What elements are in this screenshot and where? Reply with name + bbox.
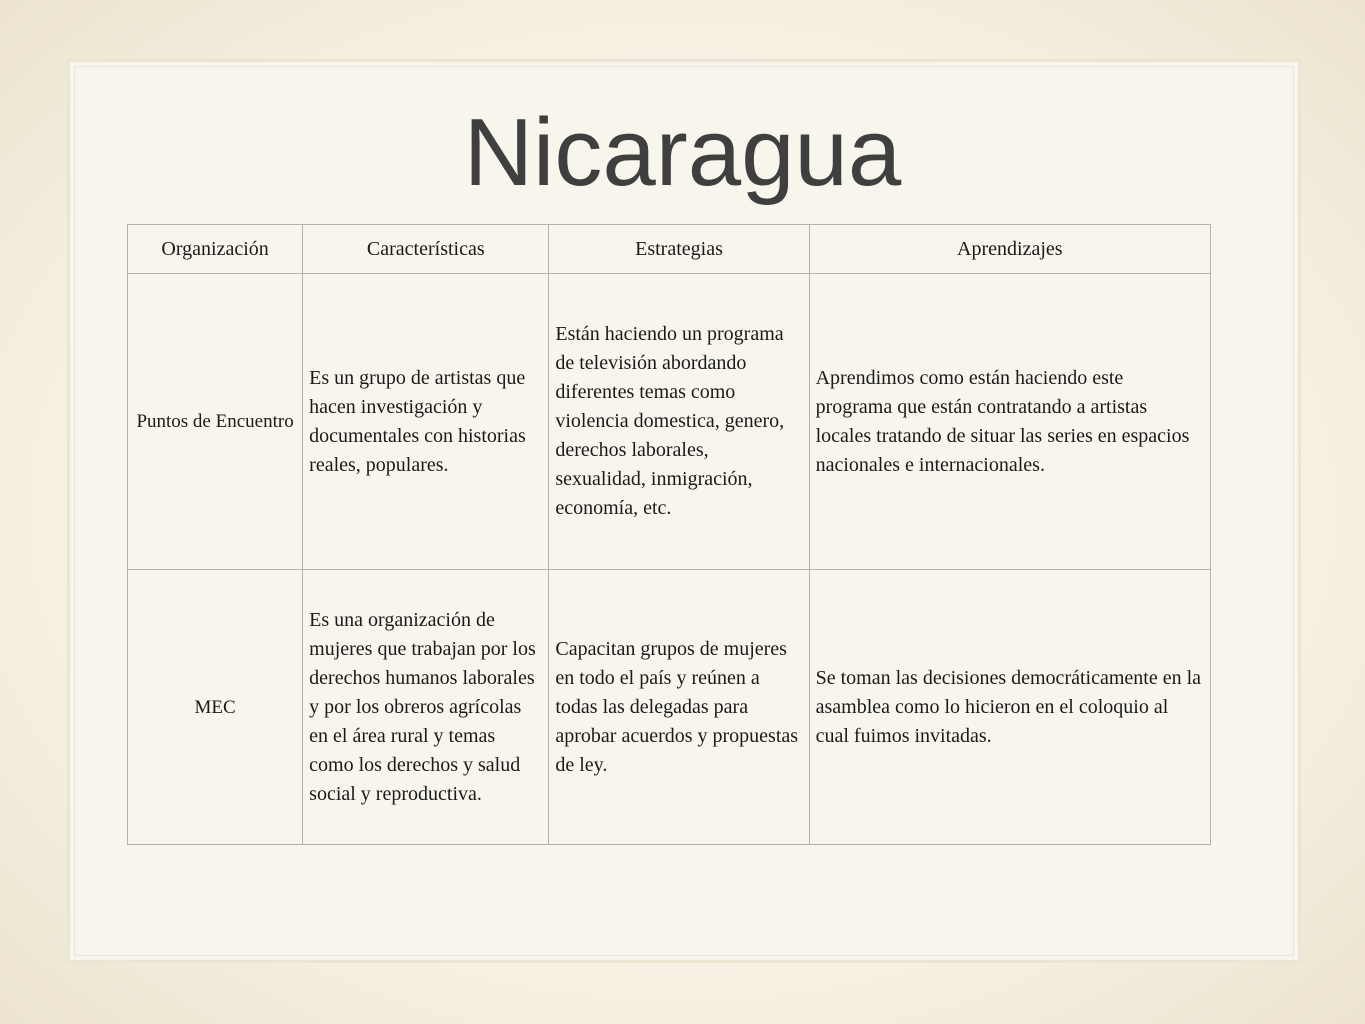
header-estrategias: Estrategias bbox=[549, 225, 809, 274]
table-row bbox=[128, 570, 1211, 845]
cell-organization: Puntos de Encuentro bbox=[128, 274, 303, 570]
organizations-table bbox=[127, 224, 1211, 845]
table-header-row bbox=[128, 225, 1211, 274]
cell-organization: MEC bbox=[128, 570, 303, 845]
cell-characteristics: Es un grupo de artistas que hacen investigación y documentales con historias reales, populares. bbox=[303, 274, 549, 570]
cell-strategies: Están haciendo un programa de televisión abordando diferentes temas como violencia domestica, genero, derechos laborales, sexualidad, inmigración, economía, etc. bbox=[549, 274, 809, 570]
cell-characteristics: Es una organización de mujeres que trabajan por los derechos humanos laborales y por los obreros agrícolas en el área rural y temas como los derechos y salud social y reproductiva. bbox=[303, 570, 549, 845]
cell-learnings: Aprendimos como están haciendo este programa que están contratando a artistas locales tratando de situar las series en espacios nacionales e internacionales. bbox=[809, 274, 1210, 570]
cell-learnings: Se toman las decisiones democráticamente en la asamblea como lo hicieron en el coloquio al cual fuimos invitadas. bbox=[809, 570, 1210, 845]
header-caracteristicas: Características bbox=[303, 225, 549, 274]
cell-strategies: Capacitan grupos de mujeres en todo el país y reúnen a todas las delegadas para aprobar acuerdos y propuestas de ley. bbox=[549, 570, 809, 845]
table-row bbox=[128, 274, 1211, 570]
slide-title: Nicaragua bbox=[463, 99, 902, 206]
header-organizacion: Organización bbox=[128, 225, 303, 274]
header-aprendizajes: Aprendizajes bbox=[809, 225, 1210, 274]
